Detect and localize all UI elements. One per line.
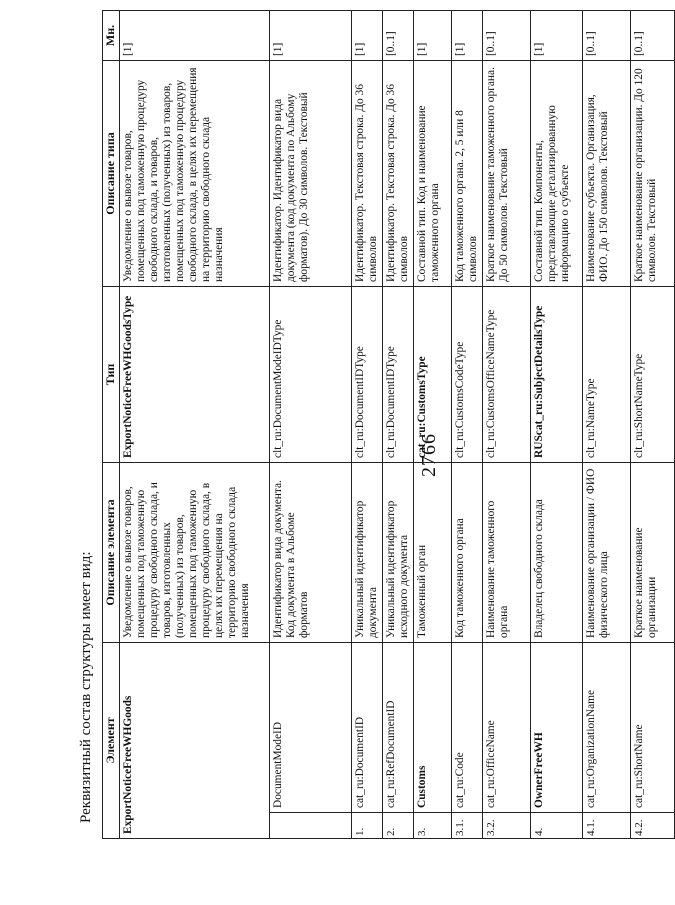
type-cell: cat_ru:CustomsType: [414, 286, 452, 462]
table-row: [483, 10, 531, 838]
mult-cell: [1]: [452, 10, 483, 60]
header-type: Тип: [103, 286, 120, 462]
type-desc-cell: Идентификатор. Идентификатор вида документа (код документа по Альбому форматов). До 30 символов. Текстовый: [270, 60, 352, 286]
type-cell: clt_ru:NameType: [583, 286, 631, 462]
type-cell: clt_ru:DocumentIDType: [383, 286, 414, 462]
table-row: [352, 10, 383, 838]
mult-cell: [1]: [414, 10, 452, 60]
type-cell: clt_ru:CustomsOfficeNameType: [483, 286, 531, 462]
mult-cell: [0..1]: [383, 10, 414, 60]
element-cell: cat_ru:OfficeName: [483, 642, 531, 812]
mult-cell: [0..1]: [583, 10, 631, 60]
element-cell: cat_ru:RefDocumentID: [383, 642, 414, 812]
element-desc-cell: Наименование таможенного органа: [483, 462, 531, 642]
element-desc-cell: Код таможенного органа: [452, 462, 483, 642]
element-cell: cat_ru:Code: [452, 642, 483, 812]
num-cell: [270, 813, 352, 839]
mult-cell: [1]: [531, 10, 583, 60]
element-cell: cat_ru:ShortName: [631, 642, 675, 812]
element-cell: OwnerFreeWH: [531, 642, 583, 812]
mult-cell: [1]: [120, 10, 270, 60]
num-cell: 4.2.: [631, 813, 675, 839]
type-desc-cell: Краткое наименование таможенного органа. До 50 символов. Текстовый: [483, 60, 531, 286]
num-cell: 3.2.: [483, 813, 531, 839]
header-element: Элемент: [103, 642, 120, 838]
num-cell: 2.: [383, 813, 414, 839]
table-row: [270, 10, 352, 838]
type-cell: clt_ru:CustomsCodeType: [452, 286, 483, 462]
mult-cell: [0..1]: [631, 10, 675, 60]
element-desc-cell: Уникальный идентификатор исходного документа: [383, 462, 414, 642]
page-number: 2766: [418, 433, 440, 477]
num-cell: 4.1.: [583, 813, 631, 839]
table-row: [531, 10, 583, 838]
header-type-desc: Описание типа: [103, 60, 120, 286]
num-cell: 1.: [352, 813, 383, 839]
table-row: [414, 10, 452, 838]
type-desc-cell: Наименование субъекта. Организация, ФИО. До 150 символов. Текстовый: [583, 60, 631, 286]
table-row: [120, 10, 270, 838]
intro-text: Реквизитный состав структуры имеет вид:: [78, 551, 94, 823]
element-cell: cat_ru:DocumentID: [352, 642, 383, 812]
table-row: [383, 10, 414, 838]
table-row: [452, 10, 483, 838]
element-cell: ExportNoticeFreeWHGoods: [120, 642, 270, 838]
header-mult: Мн.: [103, 10, 120, 60]
table-row: [631, 10, 675, 838]
num-cell: 3.1.: [452, 813, 483, 839]
element-desc-cell: Краткое наименование организации: [631, 462, 675, 642]
mult-cell: [1]: [352, 10, 383, 60]
type-desc-cell: Краткое наименование организации. До 120 символов. Текстовый: [631, 60, 675, 286]
element-desc-cell: Уведомление о вывозе товаров, помещенных под таможенную процедуру свободного склада, и товаров, изготовленных (полученных) из товаров, помещенных под таможенную процедуру свободного склада, в целях их перемещения на территорию свободного склада назначения: [120, 462, 270, 642]
type-desc-cell: Код таможенного органа. 2, 5 или 8 символов: [452, 60, 483, 286]
element-cell: cat_ru:OrganizationName: [583, 642, 631, 812]
mult-cell: [0..1]: [483, 10, 531, 60]
type-desc-cell: Составной тип. Код и наименование таможенного органа: [414, 60, 452, 286]
element-desc-cell: Таможенный орган: [414, 462, 452, 642]
num-cell: 4.: [531, 813, 583, 839]
mult-cell: [1]: [270, 10, 352, 60]
type-desc-cell: Уведомление о вывозе товаров, помещенных под таможенную процедуру свободного склада, и товаров, изготовленных (полученных) из товаров, помещенных под таможенную процедуру свободного склада, в целях их перемещения на территорию свободного склада назначения: [120, 60, 270, 286]
type-cell: RUScat_ru:SubjectDetailsType: [531, 286, 583, 462]
requisite-table: [102, 10, 675, 839]
element-cell: DocumentModeID: [270, 642, 352, 812]
type-desc-cell: Идентификатор. Текстовая строка. До 36 символов: [383, 60, 414, 286]
element-desc-cell: Уникальный идентификатор документа: [352, 462, 383, 642]
type-cell: clt_ru:DocumentModeIDType: [270, 286, 352, 462]
element-desc-cell: Идентификатор вида документа. Код документа в Альбоме форматов: [270, 462, 352, 642]
type-cell: clt_ru:DocumentIDType: [352, 286, 383, 462]
type-cell: clt_ru:ShortNameType: [631, 286, 675, 462]
type-cell: ExportNoticeFreeWHGoodsType: [120, 286, 270, 462]
element-cell: Customs: [414, 642, 452, 812]
element-desc-cell: Наименование организации / ФИО физического лица: [583, 462, 631, 642]
header-element-desc: Описание элемента: [103, 462, 120, 642]
element-desc-cell: Владелец свободного склада: [531, 462, 583, 642]
table-row: [583, 10, 631, 838]
type-desc-cell: Составной тип. Компоненты, представляющие детализированную информацию о субъекте: [531, 60, 583, 286]
num-cell: 3.: [414, 813, 452, 839]
type-desc-cell: Идентификатор. Текстовая строка. До 36 символов: [352, 60, 383, 286]
table-header-row: [103, 10, 120, 838]
